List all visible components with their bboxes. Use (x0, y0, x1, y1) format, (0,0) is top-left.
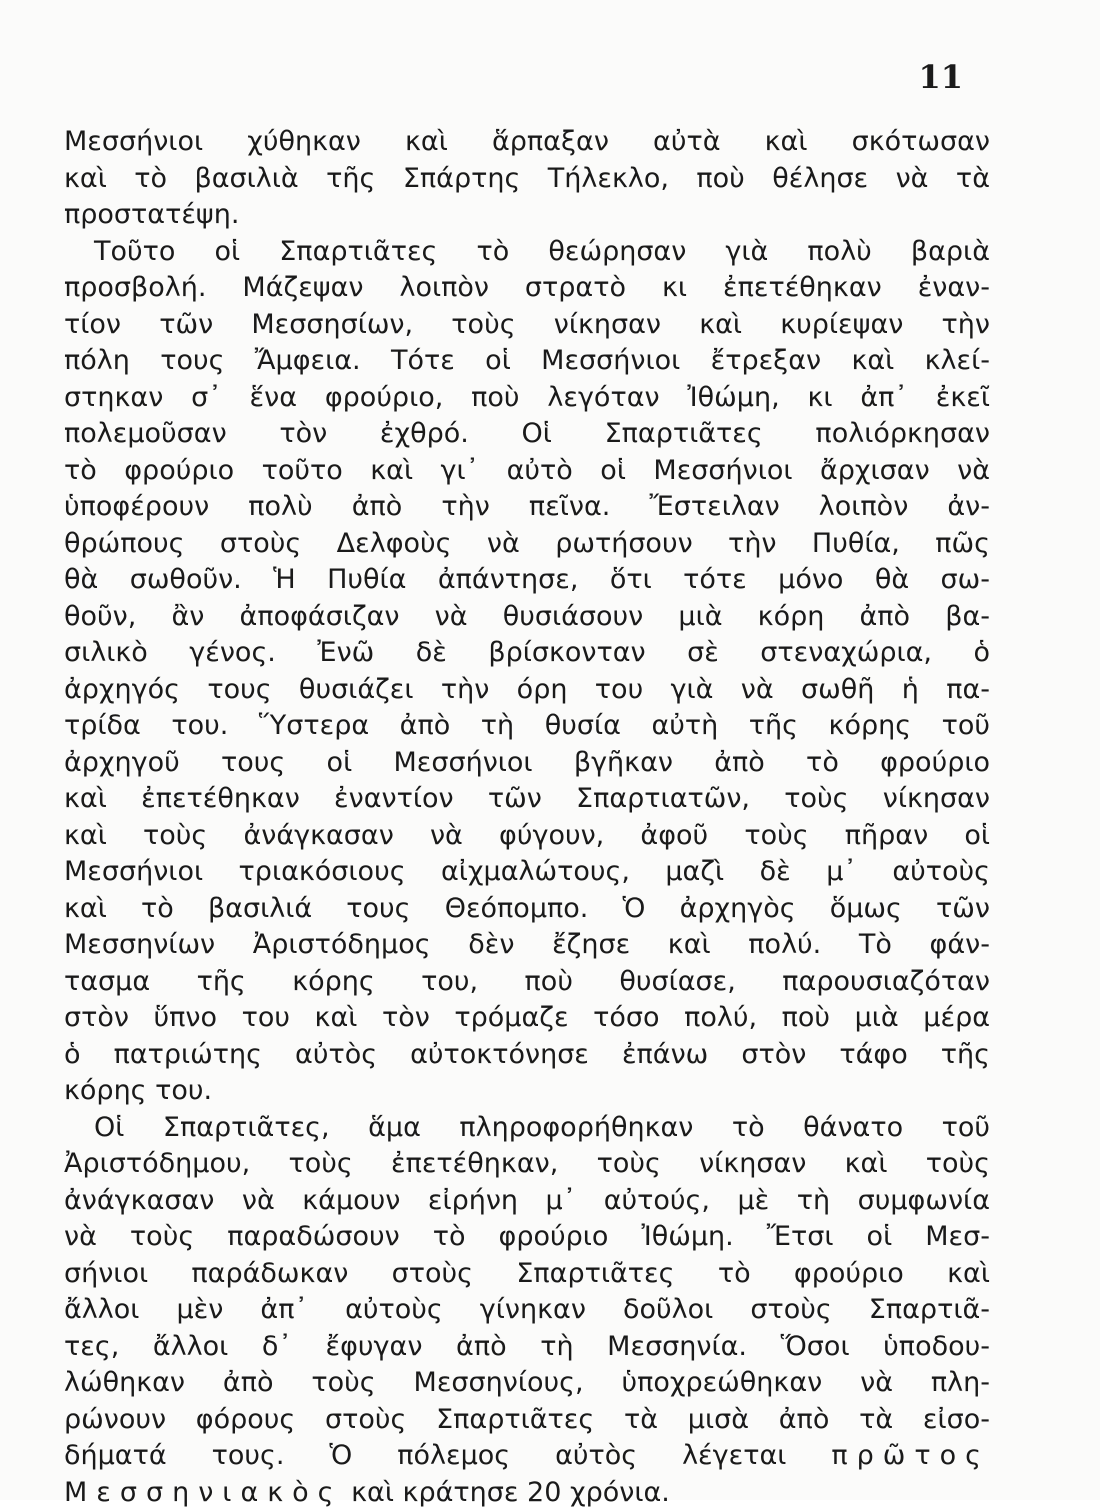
text-line: τες, ἄλλοι δ᾿ ἔφυγαν ἀπὸ τὴ Μεσσηνία. Ὅσοι ὑποδου- (64, 1329, 990, 1366)
text-line: καὶ τὸ βασιλιὰ τῆς Σπάρτης Τήλεκλο, ποὺ θέλησε νὰ τὰ (64, 161, 990, 198)
text-line-end: καὶ κράτησε 20 χρόνια. (351, 1477, 670, 1508)
text-line: ἀνάγκασαν νὰ κάμουν εἰρήνη μ᾿ αὐτούς, μὲ τὴ συμφωνία (64, 1183, 990, 1220)
text-line: ὑποφέρουν πολὺ ἀπὸ τὴν πεῖνα. Ἔστειλαν λοιπὸν ἀν- (64, 489, 990, 526)
text-line: λώθηκαν ἀπὸ τοὺς Μεσσηνίους, ὑποχρεώθηκαν νὰ πλη- (64, 1365, 990, 1402)
text-line-start: δήματά τους. Ὁ πόλεμος αὐτὸς λέγεται (64, 1440, 786, 1471)
emphasized-term: Μεσσηνιακὸς (64, 1477, 343, 1508)
text-line (64, 1438, 990, 1475)
text-line: προσβολή. Μάζεψαν λοιπὸν στρατὸ κι ἐπετέθηκαν ἐναν- (64, 270, 990, 307)
text-line: τὸ φρούριο τοῦτο καὶ γι᾿ αὐτὸ οἱ Μεσσήνιοι ἄρχισαν νὰ (64, 453, 990, 490)
text-line: ὁ πατριώτης αὐτὸς αὐτοκτόνησε ἐπάνω στὸν τάφο τῆς (64, 1037, 990, 1074)
text-line: Μεσσηνίων Ἀριστόδημος δὲν ἔζησε καὶ πολύ. Τὸ φάν- (64, 927, 990, 964)
text-line: καὶ τοὺς ἀνάγκασαν νὰ φύγουν, ἀφοῦ τοὺς πῆραν οἱ (64, 818, 990, 855)
text-line: πόλη τους Ἄμφεια. Τότε οἱ Μεσσήνιοι ἔτρεξαν καὶ κλεί- (64, 343, 990, 380)
text-line: θὰ σωθοῦν. Ἡ Πυθία ἀπάντησε, ὅτι τότε μόνο θὰ σω- (64, 562, 990, 599)
text-line: Ἀριστόδημου, τοὺς ἐπετέθηκαν, τοὺς νίκησαν καὶ τοὺς (64, 1146, 990, 1183)
text-line: ἀρχηγός τους θυσιάζει τὴν όρη του γιὰ νὰ σωθῆ ἡ πα- (64, 672, 990, 709)
text-line: Μεσσήνιοι τριακόσιους αἰχμαλώτους, μαζὶ δὲ μ᾿ αὐτοὺς (64, 854, 990, 891)
text-line: καὶ τὸ βασιλιά τους Θεόπομπο. Ὁ ἀρχηγὸς ὅμως τῶν (64, 891, 990, 928)
text-line: σήνιοι παράδωκαν στοὺς Σπαρτιᾶτες τὸ φρούριο καὶ (64, 1256, 990, 1293)
text-line: ἄλλοι μὲν ἀπ᾿ αὐτοὺς γίνηκαν δοῦλοι στοὺς Σπαρτιᾶ- (64, 1292, 990, 1329)
text-line: Μεσσήνιοι χύθηκαν καὶ ἅρπαξαν αὐτὰ καὶ σκότωσαν (64, 124, 990, 161)
text-line: ρώνουν φόρους στοὺς Σπαρτιᾶτες τὰ μισὰ ἀπὸ τὰ εἰσο- (64, 1402, 990, 1439)
text-line: τρίδα του. Ὕστερα ἀπὸ τὴ θυσία αὐτὴ τῆς κόρης τοῦ (64, 708, 990, 745)
text-line: Οἱ Σπαρτιᾶτες, ἅμα πληροφορήθηκαν τὸ θάνατο τοῦ (64, 1110, 990, 1147)
text-line: θρώπους στοὺς Δελφοὺς νὰ ρωτήσουν τὴν Πυθία, πῶς (64, 526, 990, 563)
text-line: πολεμοῦσαν τὸν ἐχθρό. Οἱ Σπαρτιᾶτες πολιόρκησαν (64, 416, 990, 453)
text-line: κόρης του. (64, 1073, 990, 1110)
text-line: σιλικὸ γένος. Ἐνῶ δὲ βρίσκονταν σὲ στεναχώρια, ὁ (64, 635, 990, 672)
text-body (64, 124, 990, 1511)
text-line: προστατέψη. (64, 197, 990, 234)
emphasized-term: πρῶτος (831, 1440, 990, 1471)
text-line: τασμα τῆς κόρης του, ποὺ θυσίασε, παρουσιαζόταν (64, 964, 990, 1001)
text-line: Τοῦτο οἱ Σπαρτιᾶτες τὸ θεώρησαν γιὰ πολὺ βαριὰ (64, 234, 990, 271)
page-number: 11 (893, 58, 963, 96)
text-line: στὸν ὕπνο του καὶ τὸν τρόμαζε τόσο πολύ, ποὺ μιὰ μέρα (64, 1000, 990, 1037)
text-line: τίον τῶν Μεσσησίων, τοὺς νίκησαν καὶ κυρίεψαν τὴν (64, 307, 990, 344)
text-line: καὶ ἐπετέθηκαν ἐναντίον τῶν Σπαρτιατῶν, τοὺς νίκησαν (64, 781, 990, 818)
text-line (64, 1475, 990, 1511)
text-line: ἀρχηγοῦ τους οἱ Μεσσήνιοι βγῆκαν ἀπὸ τὸ φρούριο (64, 745, 990, 782)
text-line: στηκαν σ᾿ ἕνα φρούριο, ποὺ λεγόταν Ἰθώμη, κι ἀπ᾿ ἐκεῖ (64, 380, 990, 417)
text-line: νὰ τοὺς παραδώσουν τὸ φρούριο Ἰθώμη. Ἔτσι οἱ Μεσ- (64, 1219, 990, 1256)
text-line: θοῦν, ἂν ἀποφάσιζαν νὰ θυσιάσουν μιὰ κόρη ἀπὸ βα- (64, 599, 990, 636)
